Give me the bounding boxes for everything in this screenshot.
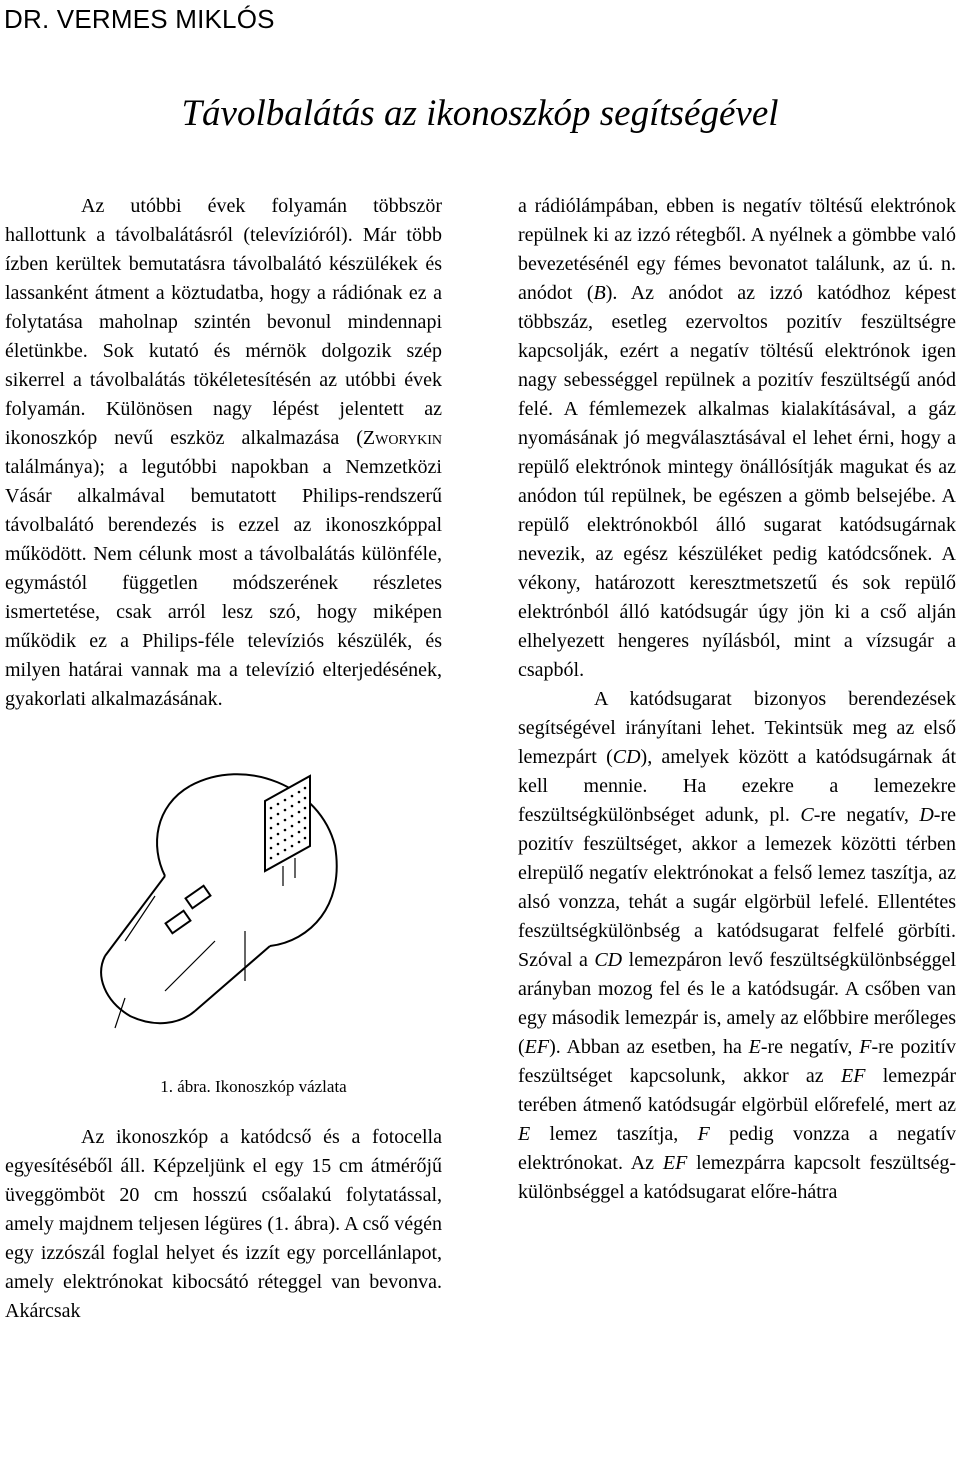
article-title: Távolbalátás az ikonoszkóp segítségével [181, 93, 779, 134]
intro-paragraph: Az utóbbi évek folyamán többször hallottunk a távolbalátásról (televízióról). Már több ízben kerültek bemutatásra távolbalátó készülékek és lassanként átment a köztudatba, hogy a rádiónak ez a folytatása maholnap szintén bevonul mindennapi életünkbe. Sok kutató és mérnök dolgozik szép sikerrel a távolbalátás tökéletesítésén az utóbbi évek folyamán. Különösen nagy lépést jelentett az ikonoszkóp nevű eszköz alkalmazása (Zworykin találmánya); a legutóbbi napokban a Nemzetközi Vásár alkalmával bemutatott Philips-rendszerű távolbalátó berendezés is ezzel az ikonoszkóppal működött. Nem célunk most a távolbalátás különféle, egymástól független módszerének részletes ismertetése, csak arról lesz szó, hogy miképen működik ez a Philips-féle televíziós készülék, és milyen határai vannak ma a televízió elterjedésének, gyakorlati alkalmazásának. [5, 195, 442, 710]
iconoscope-figure [5, 766, 442, 1066]
second-paragraph: Az ikonoszkóp a katódcső és a fotocella egyesítéséből áll. Képzeljünk el egy 15 cm átmérőjű üveggömböt 20 cm hosszú csőalakú folytatással, amely majdnem teljesen légüres (1. ábra). A cső végén egy izzószál foglal helyet és izzít egy porcellánlapot, amely elektrónokat kibocsátó réteggel van bevonva. Akárcsak [5, 1126, 442, 1322]
author-name: DR. VERMES MIKLÓS [4, 4, 275, 34]
iconoscope-diagram [95, 766, 355, 1036]
deflection-paragraph: A katódsugarat bizonyos berendezések segítségével irányítani lehet. Tekintsük meg az első lemezpárt (CD), amelyek között a katódsugárnak át kell mennie. Ha ezekre a lemezekre feszültségkülönbséget adunk, pl. C-re negatív, D-re pozitív feszültséget, akkor a lemezek közötti térben elrepülő negatív elektrónokat a felső lemez taszítja, az alsó vonzza, tehát a sugár elgörbül lefelé. Ellentétes feszültségkülönbség a katódsugarat felfelé görbíti. Szóval a CD lemezpáron levő feszültségkülönbséggel arányban mozog fel és le a katódsugár. A csőben van egy második lemezpár is, amely az előbbire merőleges (EF). Abban az esetben, ha E-re negatív, F-re pozitív feszültséget kapcsolunk, akkor az EF lemezpár terében átmenő katódsugár elgörbül előrefelé, mert az E lemez taszítja, F pedig vonzza a negatív elektrónokat. Az EF lemezpárra kapcsolt feszültség-különbséggel a katódsugarat előre-hátra [518, 688, 957, 1203]
figure-caption: 1. ábra. Ikonoszkóp vázlata [160, 1077, 347, 1096]
inventor-name: Zworykin [362, 427, 442, 449]
continued-paragraph: a rádiólámpában, ebben is negatív töltésű elektrónok repülnek ki az izzó rétegből. A nyélnek a gömbbe való bevezetésénél egy fémes bevonatot találunk, az ú. n. anódot (B). Az anódot az izzó katódhoz képest többszáz, esetleg ezervoltos pozitív feszültségre kapcsolják, ezért a negatív töltésű elektrónok igen nagy sebességgel repülnek a pozitív feszültségű anód felé. A fémlemezek alkalmas kialakításával, a gáz nyomásának jó megválasztásával el lehet érni, hogy a repülő elektrónok mintegy önállósítják magukat és az anódon túl repülnek, be egészen a gömb belsejébe. A repülő elektrónokból álló sugarat katódsugárnak nevezik, az egész készüléket pedig katódcsőnek. A vékony, határozott keresztmetszetű és sok repülő elektrónból álló katódsugár úgy jön ki a cső alján elhelyezett hengeres nyílásból, mint a vízsugár a csapból. [518, 195, 957, 681]
right-column [518, 192, 956, 1207]
left-column [5, 192, 442, 1326]
